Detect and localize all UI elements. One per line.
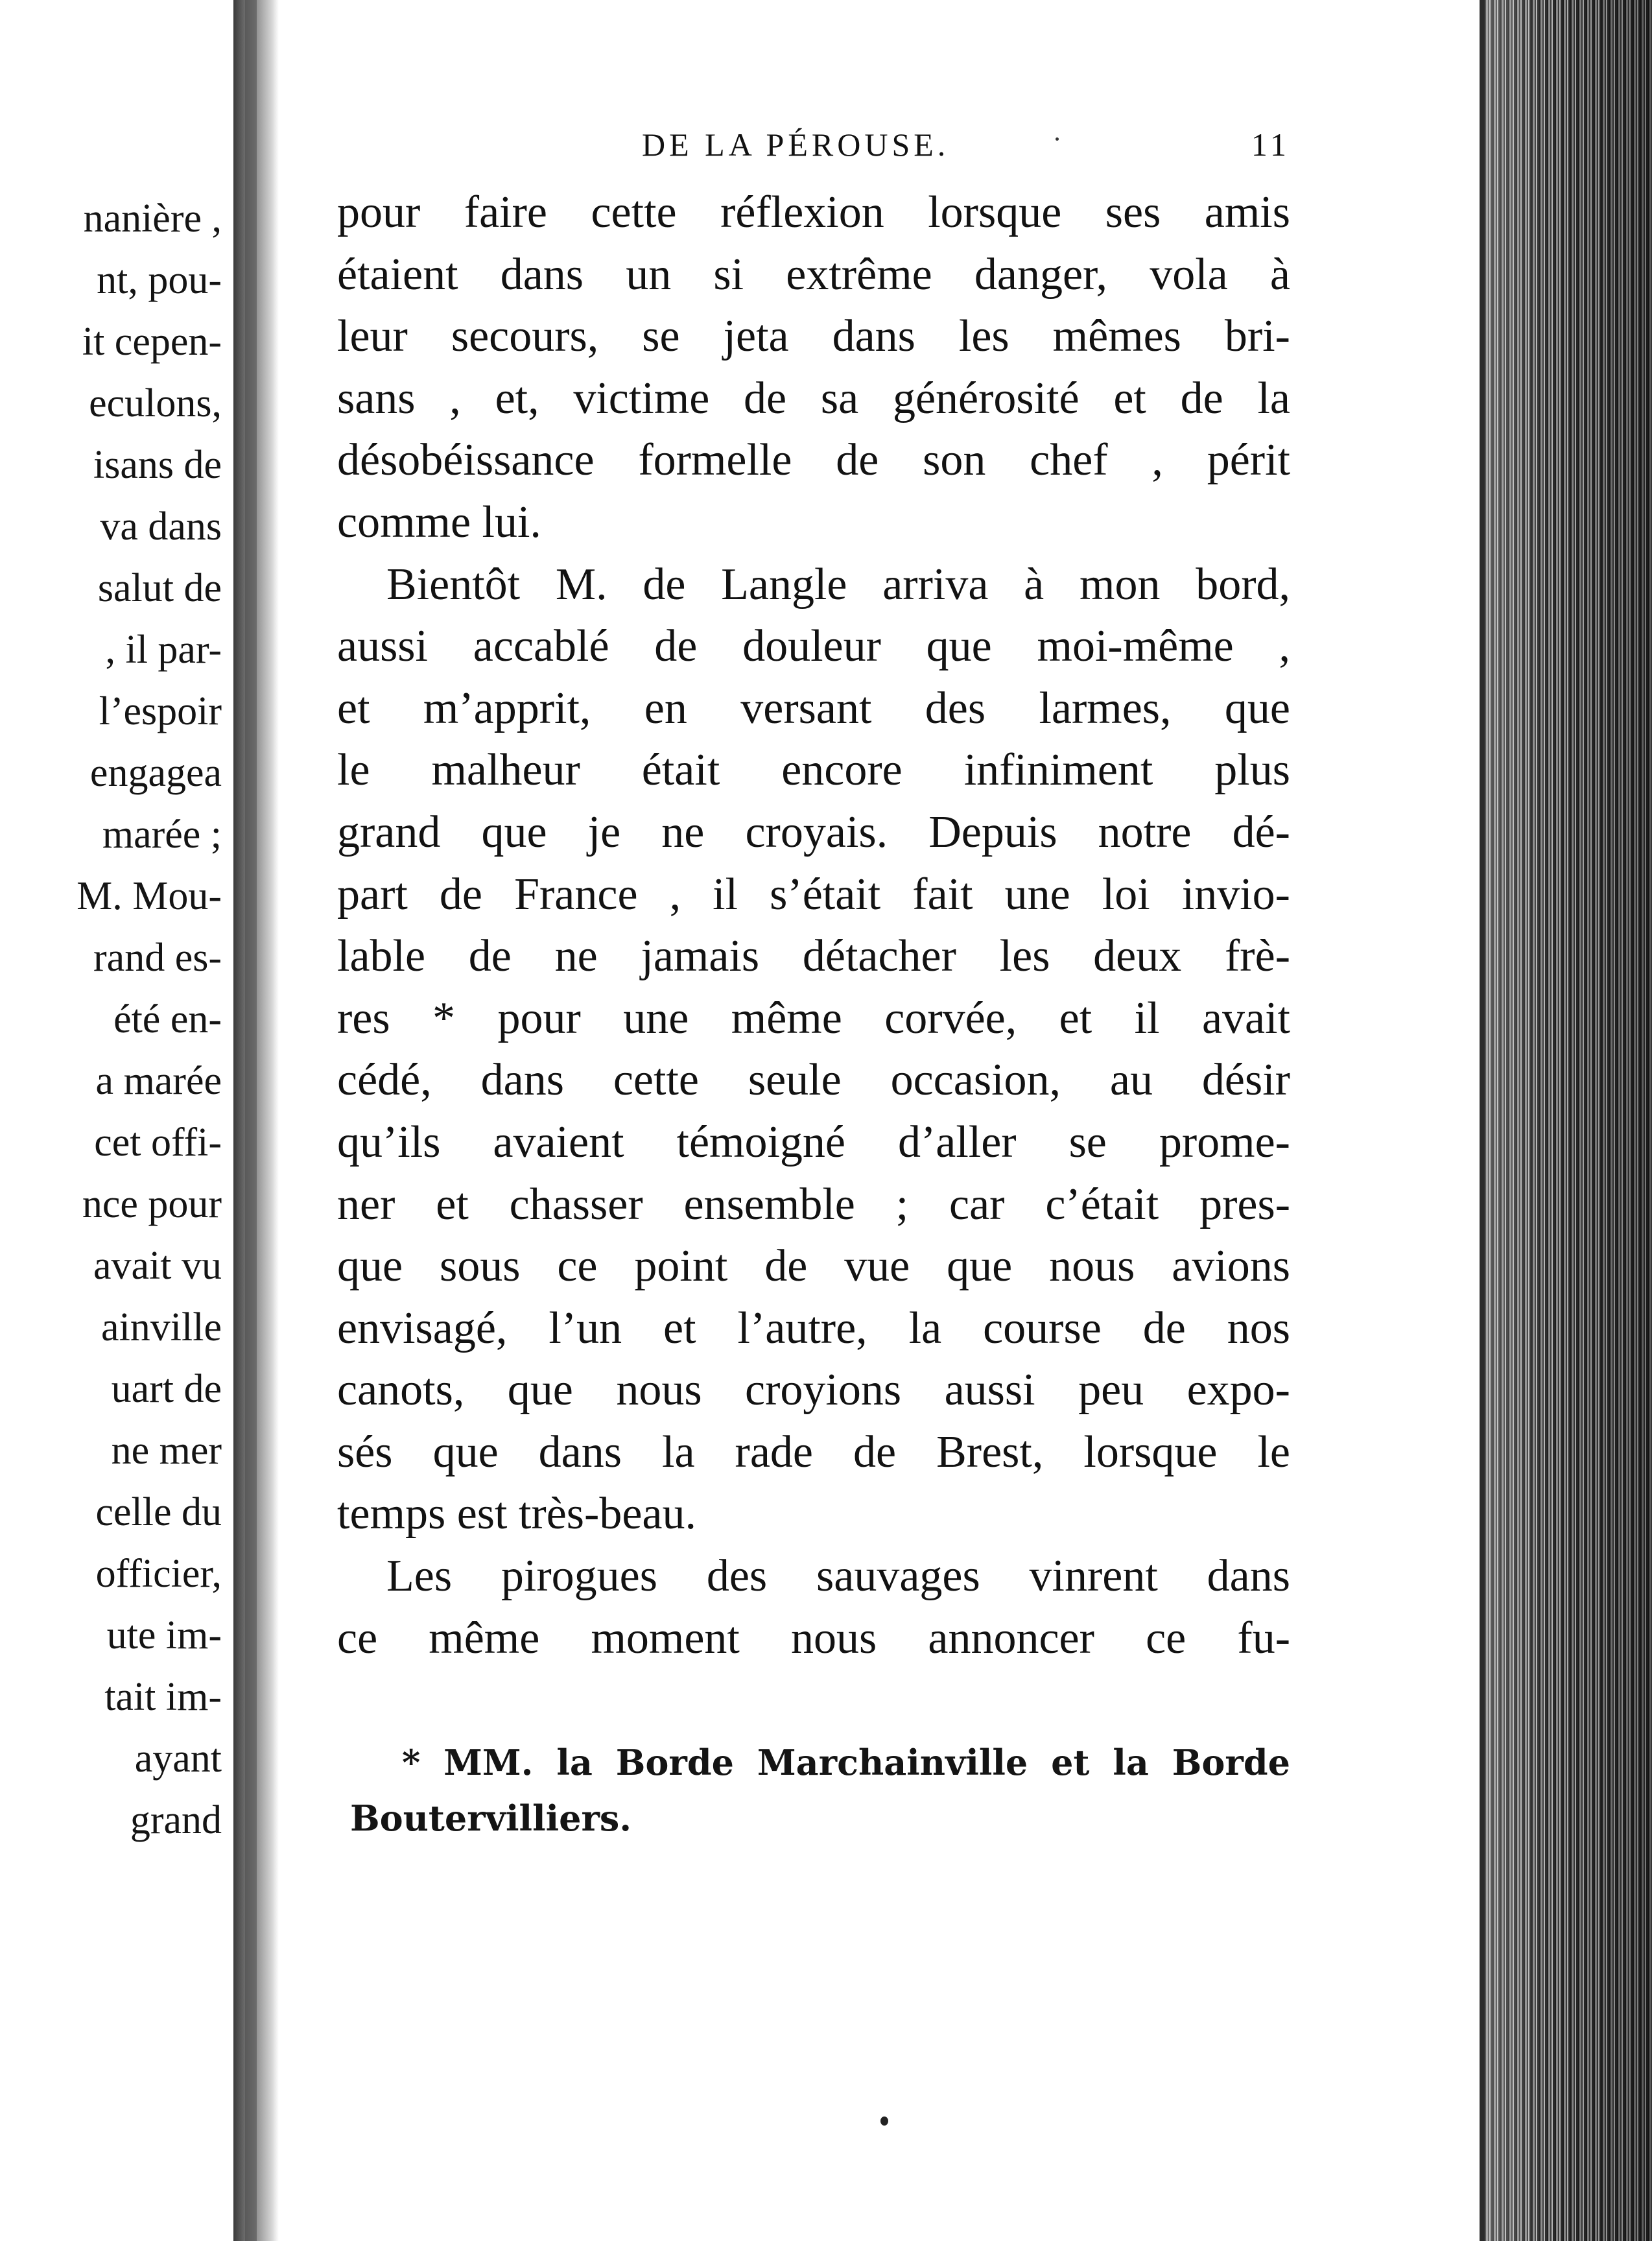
footnote-line: Boutervilliers. [350, 1797, 632, 1839]
page-edge [1480, 0, 1485, 2241]
previous-page-line: marée ; [102, 812, 222, 857]
text-line: part de France , il s’était fait une loi invio- [337, 869, 1290, 919]
text-line: leur secours, se jeta dans les mêmes bri- [337, 311, 1290, 362]
previous-page-line: eculons, [89, 381, 222, 425]
previous-page-line: salut de [97, 566, 222, 610]
text-line: désobéissance formelle de son chef , périt [337, 435, 1290, 486]
previous-page-line: nt, pou- [97, 258, 222, 302]
previous-page-line: isans de [93, 443, 222, 487]
text-line: ce même moment nous annoncer ce fu- [337, 1613, 1290, 1663]
previous-page-line: ute im- [106, 1613, 222, 1657]
ink-speck [1056, 137, 1059, 141]
previous-page-line: ayant [134, 1737, 222, 1781]
previous-page-line: officier, [95, 1552, 222, 1596]
previous-page-line: rand es- [93, 936, 222, 980]
previous-page-line: va dans [100, 504, 222, 549]
previous-page-line: ainville [101, 1305, 222, 1349]
text-line: étaient dans un si extrême danger, vola à [337, 249, 1290, 300]
page-number: 11 [1251, 126, 1290, 163]
previous-page-line: engagea [89, 751, 222, 795]
current-page [279, 0, 1485, 2241]
text-line: envisagé, l’un et l’autre, la course de nos [337, 1303, 1290, 1353]
text-line: res * pour une même corvée, et il avait [337, 993, 1290, 1043]
previous-page-line: celle du [95, 1490, 222, 1534]
book-fore-edge-shade [1485, 0, 1652, 2241]
previous-page-line: a marée [95, 1059, 222, 1103]
text-line: Les pirogues des sauvages vinrent dans [386, 1551, 1290, 1602]
text-line: sans , et, victime de sa générosité et de la [337, 373, 1290, 423]
text-line: sés que dans la rade de Brest, lorsque le [337, 1427, 1290, 1477]
text-line: canots, que nous croyions aussi peu expo- [337, 1365, 1290, 1416]
footnote [350, 1735, 1290, 1846]
previous-page-line: cet offi- [94, 1120, 222, 1165]
previous-page-line: , il par- [105, 628, 222, 672]
text-line: aussi accablé de douleur que moi-même , [337, 621, 1290, 672]
page-body-text [337, 182, 1290, 1669]
previous-page-line: été en- [113, 997, 222, 1041]
previous-page-text [0, 188, 222, 1851]
previous-page-line: l’espoir [99, 689, 222, 733]
previous-page-line: grand [130, 1798, 222, 1842]
previous-page-line: uart de [111, 1367, 222, 1411]
previous-page-line: avait vu [93, 1244, 222, 1288]
book-gutter-fold [245, 0, 257, 2241]
text-line: que sous ce point de vue que nous avions [337, 1241, 1290, 1292]
text-line: comme lui. [337, 497, 541, 547]
text-line: le malheur était encore infiniment plus [337, 745, 1290, 796]
previous-page-line: ne mer [111, 1429, 222, 1473]
text-line: temps est très-beau. [337, 1489, 696, 1539]
running-head [337, 118, 1290, 170]
text-line: lable de ne jamais détacher les deux frè- [337, 931, 1290, 982]
text-line: qu’ils avaient témoigné d’aller se prome- [337, 1117, 1290, 1167]
previous-page-line: M. Mou- [77, 874, 222, 918]
previous-page-line: it cepen- [82, 320, 222, 364]
footnote-line: * MM. la Borde Marchainville et la Borde [402, 1742, 1290, 1783]
previous-page-line: tait im- [104, 1675, 222, 1719]
previous-page-line: nanière , [83, 196, 222, 241]
text-line: cédé, dans cette seule occasion, au désir [337, 1055, 1290, 1106]
text-line: grand que je ne croyais. Depuis notre dé- [337, 807, 1290, 857]
running-title: DE LA PÉROUSE. [642, 126, 950, 163]
previous-page-line: nce pour [82, 1182, 222, 1226]
ink-speck [880, 2116, 888, 2126]
text-line: ner et chasser ensemble ; car c’était pres- [337, 1179, 1290, 1229]
text-line: Bientôt M. de Langle arriva à mon bord, [386, 559, 1290, 610]
previous-page [0, 0, 233, 2241]
text-line: et m’apprit, en versant des larmes, que [337, 683, 1290, 733]
text-line: pour faire cette réflexion lorsque ses amis [337, 187, 1290, 237]
